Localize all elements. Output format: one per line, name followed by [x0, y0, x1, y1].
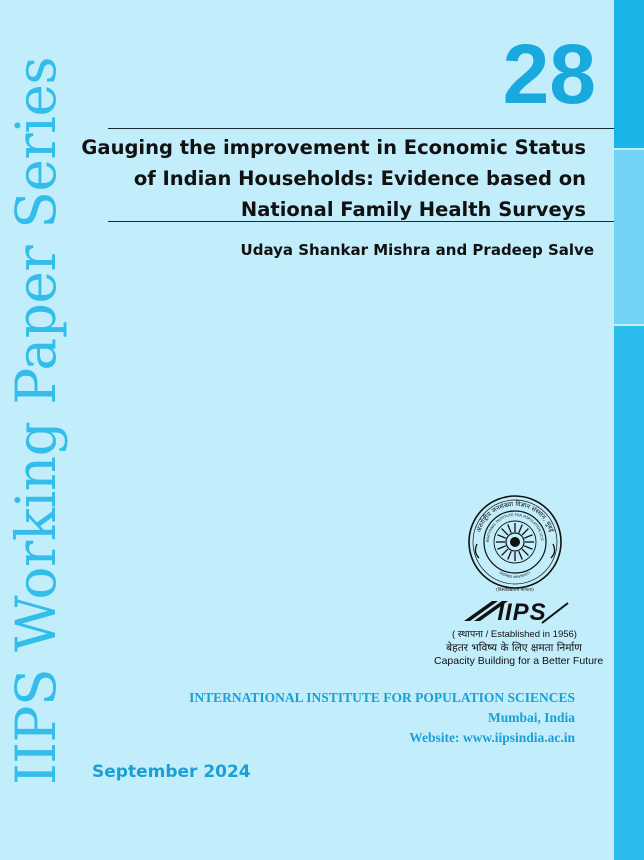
svg-text:IIPS: IIPS: [497, 599, 547, 625]
title-rule-top: [108, 128, 614, 129]
svg-text:अंतर्राष्ट्रीय जनसंख्या विज्ञा: अंतर्राष्ट्रीय जनसंख्या विज्ञान संस्थान, मुंबई: [475, 500, 555, 534]
seal-ray: [522, 549, 528, 555]
seal-ray: [519, 524, 522, 532]
seal-ray: [524, 535, 532, 538]
seal-emblem-icon: [465, 492, 565, 594]
title-rule-bottom: [108, 221, 614, 222]
seal-ray: [508, 551, 511, 559]
established-text: ( स्थापना / Established in 1956): [452, 629, 577, 640]
paper-number: 28: [502, 27, 596, 121]
side-bar-top: [614, 0, 644, 148]
iips-seal-logo: [465, 492, 565, 594]
side-bar-bottom: [614, 326, 644, 860]
seal-ray: [519, 551, 522, 559]
institute-block: [189, 688, 575, 748]
paper-title: [66, 132, 586, 225]
iips-wordmark: [462, 597, 570, 625]
institute-city: Mumbai, India: [487, 710, 575, 725]
institute-name: INTERNATIONAL INSTITUTE FOR POPULATION SCIENCES: [189, 690, 575, 705]
publication-date: September 2024: [92, 762, 251, 782]
title-line-1: Gauging the improvement in Economic Status: [81, 136, 586, 159]
seal-ray: [497, 535, 505, 538]
series-title: IIPS Working Paper Series: [4, 56, 68, 785]
svg-text:(विश्वविद्यालय मान्यता): (विश्वविद्यालय मान्यता): [496, 588, 534, 593]
seal-ray: [508, 524, 511, 532]
svg-text:DEEMED UNIVERSITY: DEEMED UNIVERSITY: [498, 570, 532, 580]
seal-ray: [502, 529, 508, 535]
side-bar-middle: [614, 150, 644, 324]
hindi-tagline: बेहतर भविष्य के लिए क्षमता निर्माण: [446, 642, 582, 654]
title-line-2: of Indian Households: Evidence based on: [133, 167, 586, 190]
seal-ray: [524, 546, 532, 549]
seal-ray: [497, 546, 505, 549]
tagline: Capacity Building for a Better Future: [434, 655, 604, 667]
title-line-3: National Family Health Surveys: [240, 198, 586, 221]
institute-website[interactable]: Website: www.iipsindia.ac.in: [409, 730, 575, 745]
svg-text:INTERNATIONAL INSTITUTE FOR PO: RNATIONAL INSTITUTE FOR POPULATION SCIE: [485, 512, 544, 543]
seal-ray: [522, 529, 528, 535]
iips-wordmark-icon: [462, 597, 570, 625]
seal-ray: [502, 549, 508, 555]
authors: Udaya Shankar Mishra and Pradeep Salve: [240, 241, 594, 259]
